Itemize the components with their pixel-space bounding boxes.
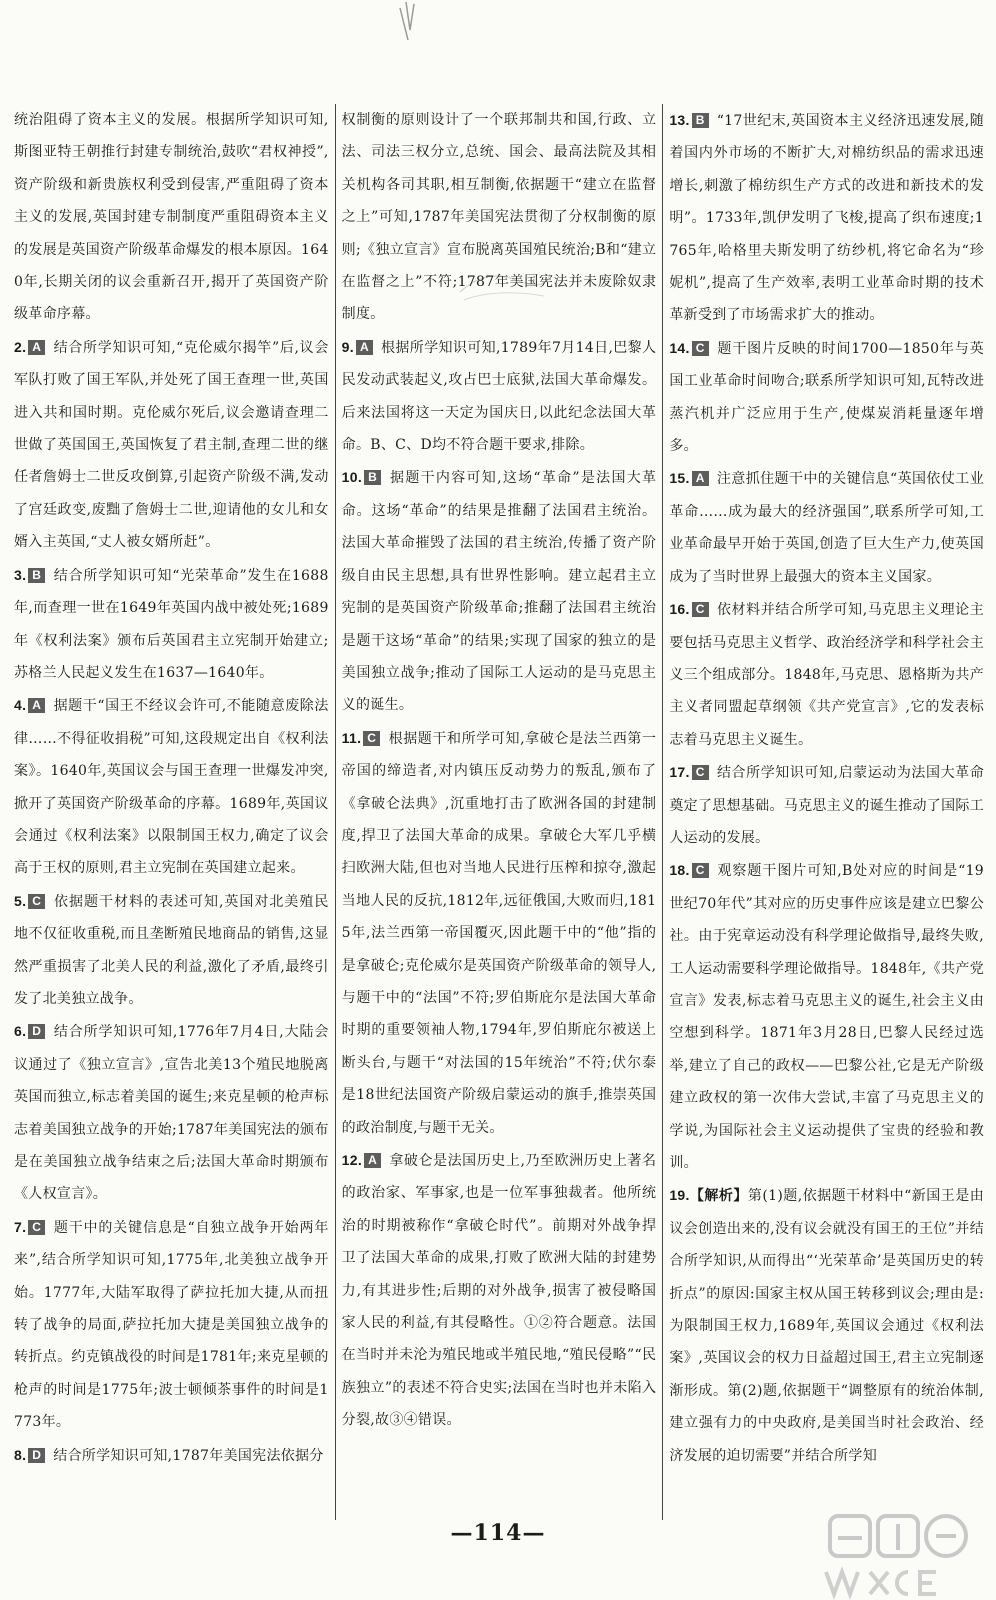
explanation-text: 据题干“国王不经议会许可,不能随意废除法律……不得征收捐税”可知,这段规定出自《权利法案》。1640年,英国议会与国王查理一世爆发冲突,掀开了英国资产阶级革命的序幕。1689年,英国议会通过《权利法案》以限制国王权力,确定了议会高于王权的原则,君主立宪制在英国建立起来。 <box>14 698 329 877</box>
answer-letter-badge: C <box>692 341 709 356</box>
answer-letter-badge: C <box>692 863 709 878</box>
answer-entry <box>342 104 657 331</box>
answer-entry <box>14 559 329 690</box>
answer-entry <box>342 722 657 1144</box>
explanation-text: 结合所学知识可知,“克伦威尔揭竿”后,议会军队打败了国王军队,并处死了国王查理一世,英国进入共和国时期。克伦威尔死后,议会邀请查理二世做了英国国王,英国恢复了君主制,查理二世的继任者詹姆士二世反攻倒算,引起资产阶级不满,发动了宫廷政变,废黜了詹姆士二世,迎请他的女儿和女婿入主英国,“丈人被女婿所赶”。 <box>14 339 329 551</box>
answer-letter-badge: B <box>28 568 45 583</box>
watermark-logo-icon <box>812 1508 990 1600</box>
explanation-text: 权制衡的原则设计了一个联邦制共和国,行政、立法、司法三权分立,总统、国会、最高法院及其相关机构各司其职,相互制衡,依据题干“建立在监督之上”可知,1787年美国宪法贯彻了分权制衡的原则;《独立宣言》宣布脱离英国殖民统治;B和“建立在监督之上”不符;1787年美国宪法并未废除奴隶制度。 <box>341 112 657 323</box>
answer-letter-badge: B <box>364 470 381 485</box>
explanation-text: 结合所学知识可知,启蒙运动为法国大革命奠定了思想基础。马克思主义的诞生推动了国际工人运动的发展。 <box>669 765 985 846</box>
answer-entry <box>14 104 329 331</box>
explanation-text: 拿破仑是法国历史上,乃至欧洲历史上著名的政治家、军事家,也是一位军事独裁者。他所统治的时期被称作“拿破仑时代”。前期对外战争捍卫了法国大革命的成果,打败了欧洲大陆的封建势力,有其进步性;后期的对外战争,损害了被侵略国家人民的利益,有其侵略性。①②符合题意。法国在当时并未沦为殖民地或半殖民地,“殖民侵略”“民族独立”的表述不符合史实;法国在当时也并未陷入分裂,故③④错误。 <box>341 1153 657 1429</box>
question-number: 16. <box>669 601 690 618</box>
explanation-text: 题干图片反映的时间1700—1850年与英国工业革命时间吻合;联系所学知识可知,瓦特改进蒸汽机并广泛应用于生产,使煤炭消耗量逐年增多。 <box>669 340 985 455</box>
question-number: 8. <box>14 1446 27 1463</box>
answer-entry <box>14 331 329 559</box>
answer-entry <box>14 689 329 884</box>
answer-entry <box>342 331 657 462</box>
question-number: 7. <box>14 1218 27 1235</box>
answer-entry <box>669 104 984 332</box>
answer-entry <box>669 854 984 1179</box>
answer-entry <box>669 332 984 463</box>
answer-letter-badge: A <box>28 340 45 355</box>
answer-letter-badge: A <box>364 1153 381 1168</box>
explanation-text: 观察题干图片可知,B处对应的时间是“19世纪70年代”其对应的历史事件应该是建立巴黎公社。由于宪章运动没有科学理论做指导,最终失败,工人运动需要科学理论做指导。1848年,《共产党宣言》发表,标志着马克思主义的诞生,社会主义由空想到科学。1871年3月28日,巴黎人民经过选举,建立了自己的政权——巴黎公社,它是无产阶级建立政权的第一次伟大尝试,丰富了马克思主义的学说,为国际社会主义运动提供了宝贵的经验和教训。 <box>669 863 985 1171</box>
question-number: 19. <box>669 1187 690 1204</box>
explanation-text: 结合所学知识可知,1776年7月4日,大陆会议通过了《独立宣言》,宣告北美13个殖民地脱离英国而独立,标志着美国的诞生;来克星顿的枪声标志着美国独立战争的开始;1787年美国宪法的颁布是在美国独立战争结束之后;法国大革命时期颁布《人权宣言》。 <box>14 1024 329 1203</box>
explanation-text: 根据题干和所学可知,拿破仑是法兰西第一帝国的缔造者,对内镇压反动势力的叛乱,颁布了《拿破仑法典》,沉重地打击了欧洲各国的封建制度,捍卫了法国大革命的成果。拿破仑大军几乎横扫欧洲大陆,但也对当地人民进行压榨和掠夺,激起当地人民的反抗,1812年,远征俄国,大败而归,1815年,法兰西第一帝国覆灭,因此题干中的“他”指的是拿破仑;克伦威尔是英国资产阶级革命的领导人,与题干中的“法国”不符;罗伯斯庇尔是法国大革命时期的重要领袖人物,1794年,罗伯斯庇尔被送上断头台,与题干“对法国的15年统治”不符;伏尔泰是18世纪法国资产阶级启蒙运动的旗手,推崇英国的政治制度,与题干无关。 <box>341 730 657 1136</box>
answer-entry <box>14 885 329 1016</box>
answer-letter-badge: D <box>28 1448 45 1463</box>
answer-letter-badge: A <box>692 471 709 486</box>
explanation-text: 依材料并结合所学可知,马克思主义理论主要包括马克思主义哲学、政治经济学和科学社会主义三个组成部分。1848年,马克思、恩格斯为共产主义者同盟起草纲领《共产党宣言》,它的发表标志着马克思主义诞生。 <box>669 602 985 748</box>
answer-columns <box>8 104 990 1520</box>
answer-entry <box>669 756 984 854</box>
question-number: 18. <box>669 862 690 879</box>
column-left <box>8 104 335 1520</box>
question-number: 10. <box>341 469 363 486</box>
explanation-text: 结合所学知识可知“光荣革命”发生在1688年,而查理一世在1649年英国内战中被处死;1689年《权利法案》颁布后英国君主立宪制开始建立;苏格兰人民起义发生在1637—1640年。 <box>14 567 329 681</box>
binding-mark-icon <box>348 0 458 44</box>
answer-entry <box>342 461 657 721</box>
answer-entry <box>669 1179 984 1472</box>
answer-letter-badge: C <box>363 731 380 746</box>
answer-letter-badge: C <box>28 894 45 909</box>
answer-letter-badge: C <box>692 765 709 780</box>
question-number: 6. <box>14 1023 27 1040</box>
explanation-text: 注意抓住题干中的关键信息“英国依仗工业革命……成为最大的经济强国”,联系所学可知,工业革命最早开始于英国,创造了巨大生产力,使英国成为了当时世界上最强大的资本主义国家。 <box>669 471 985 585</box>
question-number: 11. <box>341 729 362 746</box>
question-number: 13. <box>669 112 690 128</box>
question-number: 3. <box>14 566 27 583</box>
answer-letter-badge: D <box>28 1024 45 1039</box>
explanation-text: 结合所学知识可知,1787年美国宪法依据分 <box>53 1447 324 1464</box>
question-number: 12. <box>341 1152 363 1168</box>
question-number: 2. <box>14 338 27 355</box>
page-number: —114— <box>450 1520 546 1546</box>
explanation-text: “17世纪末,英国资本主义经济迅速发展,随着国内外市场的不断扩大,对棉纺织品的需求迅速增长,刺激了棉纺织生产方式的改进和新技术的发明”。1733年,凯伊发明了飞梭,提高了织布速度;1765年,哈格里夫斯发明了纺纱机,将它命名为“珍妮机”,提高了生产效率,表明工业革命时期的技术革新受到了市场需求扩大的推动。 <box>669 113 985 324</box>
answer-entry <box>342 1144 657 1437</box>
answer-entry <box>14 1211 329 1439</box>
explanation-text: 依据题干材料的表述可知,英国对北美殖民地不仅征收重税,而且垄断殖民地商品的销售,这显然严重损害了北美人民的利益,激化了矛盾,最终引发了北美独立战争。 <box>14 893 329 1007</box>
explanation-text: 第(1)题,依据题干材料中“新国王是由议会创造出来的,没有议会就没有国王的王位”并结合所学知识,从而得出“‘光荣革命’是英国历史的转折点”的原因:国家主权从国王转移到议会;理由是:为限制国王权力,1689年,英国议会通过《权利法案》,英国议会的权力日益超过国王,君主立宪制逐渐形成。第(2)题,依据题干“调整原有的统治体制,建立强有力的中央政府,是美国当时社会政治、经济发展的迫切需要”并结合所学知 <box>669 1188 985 1464</box>
answer-entry <box>14 1439 329 1472</box>
answer-entry <box>669 462 984 593</box>
question-number: 5. <box>14 892 27 909</box>
question-number: 17. <box>669 764 690 781</box>
explanation-text: 据题干内容可知,这场“革命”是法国大革命。这场“革命”的结果是推翻了法国君主统治。法国大革命摧毁了法国的君主统治,传播了资产阶级自由民主思想,具有世界性影响。建立起君主立宪制的是英国资产阶级革命;推翻了法国君主统治是题干这场“革命”的结果;实现了国家的独立的是美国独立战争;推动了国际工人运动的是马克思主义的诞生。 <box>341 470 657 714</box>
question-number: 15. <box>669 470 690 487</box>
answer-entry <box>669 593 984 756</box>
answer-letter-badge: C <box>692 602 709 617</box>
column-right <box>662 104 990 1520</box>
answer-letter-badge: B <box>692 113 709 128</box>
explanation-text: 题干中的关键信息是“自独立战争开始两年来”,结合所学知识可知,1775年,北美独立战争开始。1777年,大陆军取得了萨拉托加大捷,从而扭转了战争的局面,萨拉托加大捷是美国独立战争的转折点。约克镇战役的时间是1781年;来克星顿的枪声的时间是1775年;波士顿倾茶事件的时间是1773年。 <box>14 1219 329 1431</box>
question-number: 9. <box>341 338 354 355</box>
analysis-tag: 【解析】 <box>689 1187 748 1204</box>
explanation-text: 根据所学知识可知,1789年7月14日,巴黎人民发动武装起义,攻占巴士底狱,法国大革命爆发。后来法国将这一天定为国庆日,以此纪念法国大革命。B、C、D均不符合题干要求,排除。 <box>341 339 657 454</box>
answer-letter-badge: C <box>28 1220 45 1235</box>
answer-letter-badge: A <box>356 340 373 355</box>
column-middle <box>335 104 663 1520</box>
question-number: 4. <box>14 697 27 714</box>
answer-letter-badge: A <box>28 698 45 713</box>
answer-entry <box>14 1015 329 1210</box>
question-number: 14. <box>669 339 690 356</box>
explanation-text: 统治阻碍了资本主义的发展。根据所学知识可知,斯图亚特王朝推行封建专制统治,鼓吹“君权神授”,资产阶级和新贵族权利受到侵害,严重阻碍了资本主义的发展,英国封建专制制度严重阻碍资本主义的发展是英国资产阶级革命爆发的根本原因。1640年,长期关闭的议会重新召开,揭开了英国资产阶级革命序幕。 <box>14 112 329 323</box>
